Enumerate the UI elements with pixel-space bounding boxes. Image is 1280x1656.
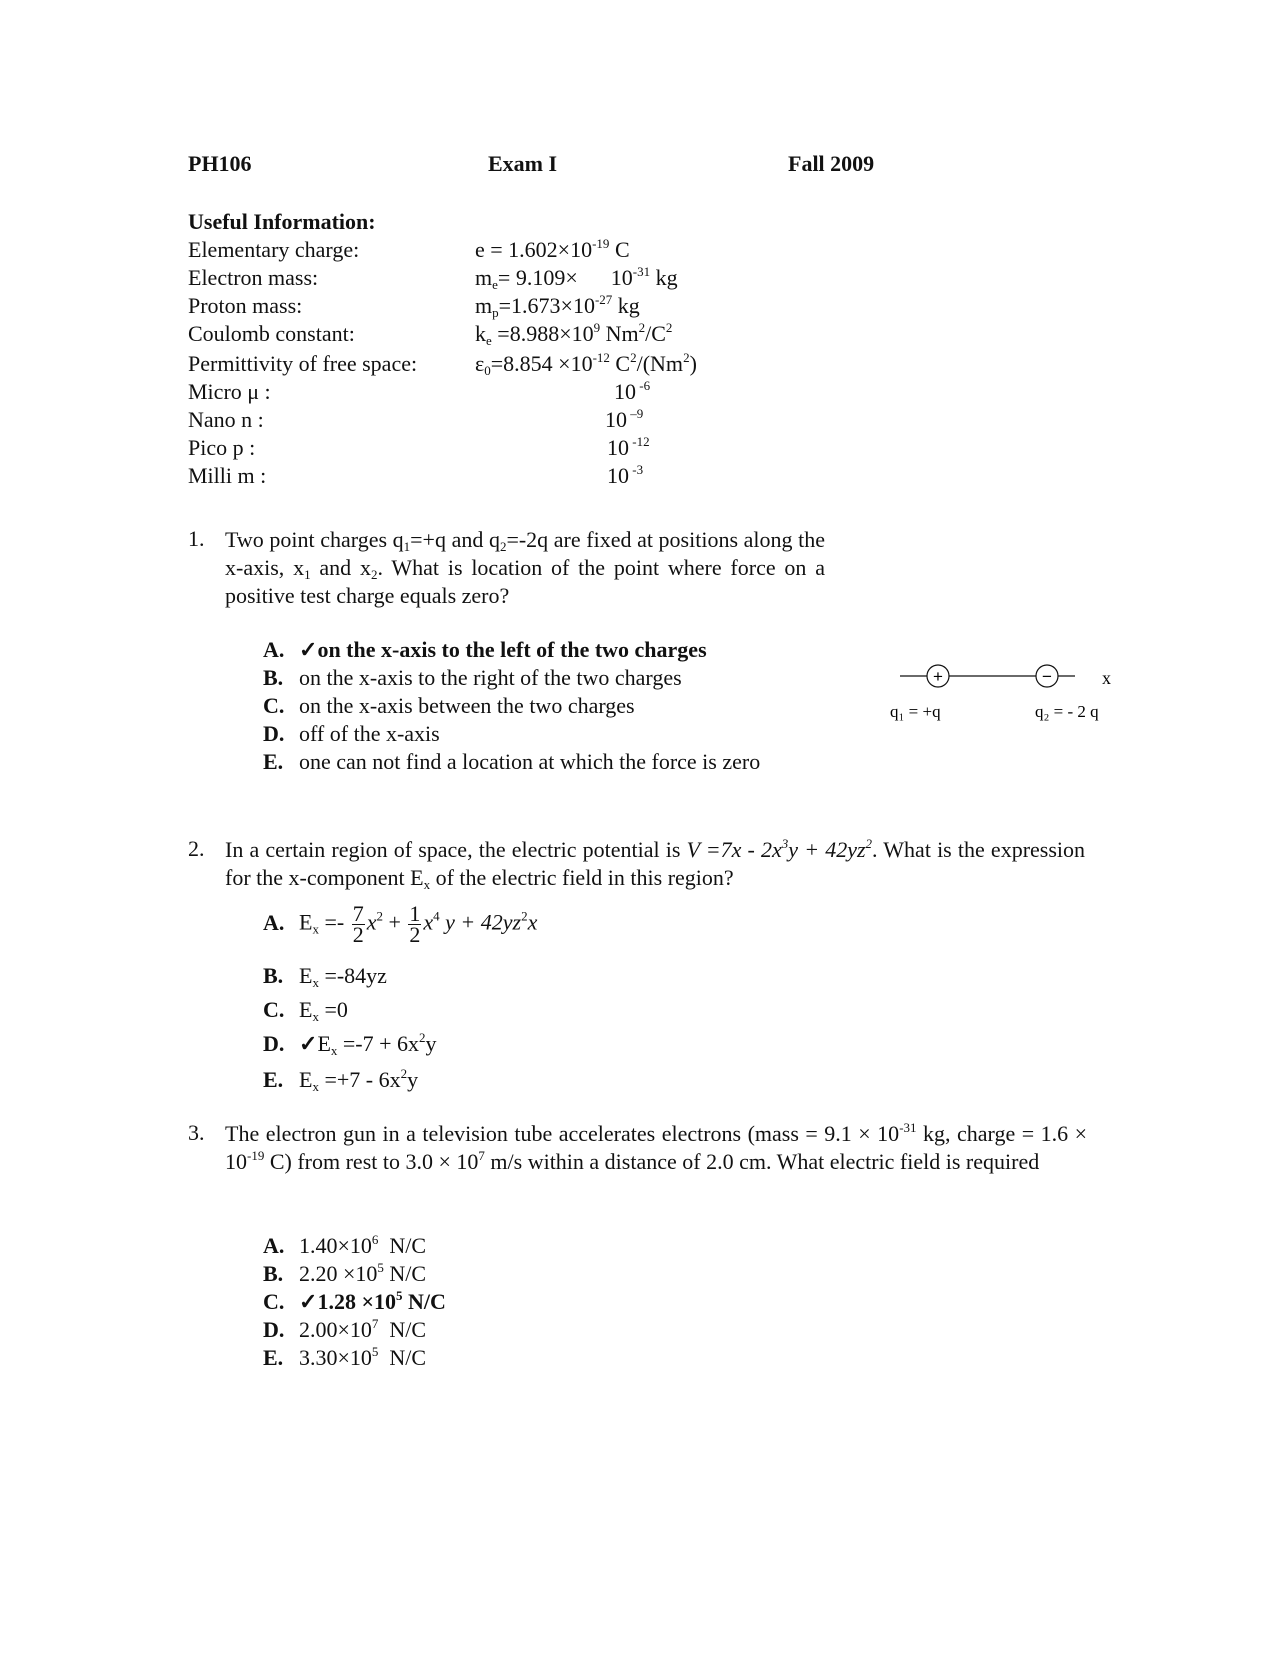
option-value: $1.28 \times 10^5$ N/C: [317, 1288, 446, 1314]
fraction: $\frac{7}{2}$: [352, 901, 364, 947]
minus-sign: −: [1042, 667, 1052, 686]
q3-option-c[interactable]: C. ✓1.28 $\times 10^5$ N/C: [263, 1288, 446, 1314]
info-label: Permittivity of free space:: [188, 351, 418, 376]
course-code: PH106: [188, 151, 252, 176]
question-number: 3.: [188, 1120, 205, 1145]
info-title: Useful Information:: [188, 209, 376, 234]
info-label: Pico p :: [188, 435, 256, 460]
info-value: $\varepsilon_0=8.854 \times 10^{-12}$ $C^2/(Nm^2)$: [475, 350, 697, 378]
plus-sign: +: [933, 667, 943, 686]
q3-option-a[interactable]: A. $1.40\times 10^6$ N/C: [263, 1232, 427, 1258]
info-value: 10 $^{-3}$: [607, 462, 644, 488]
info-label: Nano n :: [188, 407, 264, 432]
option-value: $2.20 \times 10^5$ N/C: [299, 1260, 427, 1286]
question-number: 1.: [188, 526, 205, 551]
q3-option-d[interactable]: D. $2.00\times 10^7$ N/C: [263, 1316, 427, 1342]
info-label: Elementary charge:: [188, 237, 360, 262]
q1-option-d[interactable]: D. off of the x-axis: [263, 721, 440, 746]
charge-label-2: q₂ = - 2 q: [1035, 702, 1099, 721]
info-label: Milli m :: [188, 463, 267, 488]
axis-label: x: [1102, 668, 1111, 688]
q1-option-e[interactable]: E. one can not find a location at which the force is zero: [263, 749, 761, 774]
q2-option-c[interactable]: C. $E_x =0$: [263, 997, 348, 1024]
info-value: $m_p=1.673\times 10^{-27}$ kg: [475, 292, 640, 320]
info-value: 10 $^{-6}$: [614, 378, 651, 404]
q3-option-e[interactable]: E. $3.30\times 10^5$ N/C: [263, 1344, 427, 1370]
question-number: 2.: [188, 836, 205, 861]
exam-title: Exam I: [488, 151, 558, 176]
info-value: 10 $^{-12}$: [607, 434, 650, 460]
charges-diagram: [890, 660, 1120, 732]
option-value: $3.30\times 10^5$ N/C: [299, 1344, 427, 1370]
q3-option-b[interactable]: B. $2.20 \times 10^5$ N/C: [263, 1260, 427, 1286]
info-label: Electron mass:: [188, 265, 319, 290]
info-label: Micro μ :: [188, 379, 271, 404]
potential-formula: $V =7x - 2x^3y + 42yz^2$: [686, 836, 873, 862]
q2-option-b[interactable]: B. $E_x =-84yz$: [263, 963, 387, 990]
info-label: Proton mass:: [188, 293, 303, 318]
exam-term: Fall 2009: [788, 151, 875, 176]
question-text: Two point charges $q_1=+q$ and $q_2=-2q$ are fixed at positions along the x-axis, $x_1$ and $x_2$. What is location of the point where force on a positive test charge equals zero?: [225, 527, 825, 608]
info-value: $k_e =8.988\times 10^9$ $Nm^2/C^2$: [475, 320, 673, 348]
q1-option-c[interactable]: C. on the x-axis between the two charges: [263, 693, 635, 718]
info-value: 10 $^{-9}$: [605, 406, 644, 432]
q1-option-b[interactable]: B. on the x-axis to the right of the two charges: [263, 665, 682, 690]
q2-option-a[interactable]: A. $E_x$ =- $\frac{7}{2}$ $x^2$ + $\frac{1}{2}$ $x^4$ $y + 42yz^2x$: [263, 901, 538, 947]
question-text: In a certain region of space, the electric potential is $V =7x - 2x^3y + 42yz^2$. What is the expression for the x-component $E_x$ of the electric field in this region?: [225, 836, 1086, 892]
info-label: Coulomb constant:: [188, 321, 355, 346]
option-value: $2.00\times 10^7$ N/C: [299, 1316, 427, 1342]
check-mark-icon: ✓: [299, 637, 318, 662]
info-value: $e = 1.602\times 10^{-19}$ C: [475, 236, 630, 262]
q2-option-d[interactable]: D. $✓E_x =-7 + 6x^2y$: [263, 1030, 437, 1058]
charge-label-1: q₁ = +q: [890, 702, 941, 721]
q1-option-a[interactable]: A. ✓on the x-axis to the left of the two charges: [263, 637, 707, 662]
check-mark-icon: ✓: [299, 1289, 318, 1314]
option-value: $1.40\times 10^6$ N/C: [299, 1232, 427, 1258]
info-value: $m_e= 9.109\times$ $10^{-31}$ kg: [475, 264, 678, 292]
question-text: The electron gun in a television tube accelerates electrons (mass = $9.1 \times 10^{-31}$ kg, charge = $1.6 \times 10^{-19}$ C) from rest to $3.0 \times 10^7$ m/s within a distance of 2.0 cm. What electric field is required: [225, 1120, 1087, 1174]
q2-option-e[interactable]: E. $E_x =+7 - 6x^2y$: [263, 1066, 419, 1094]
check-mark-icon: ✓: [299, 1031, 318, 1056]
fraction: $\frac{1}{2}$: [409, 901, 421, 947]
